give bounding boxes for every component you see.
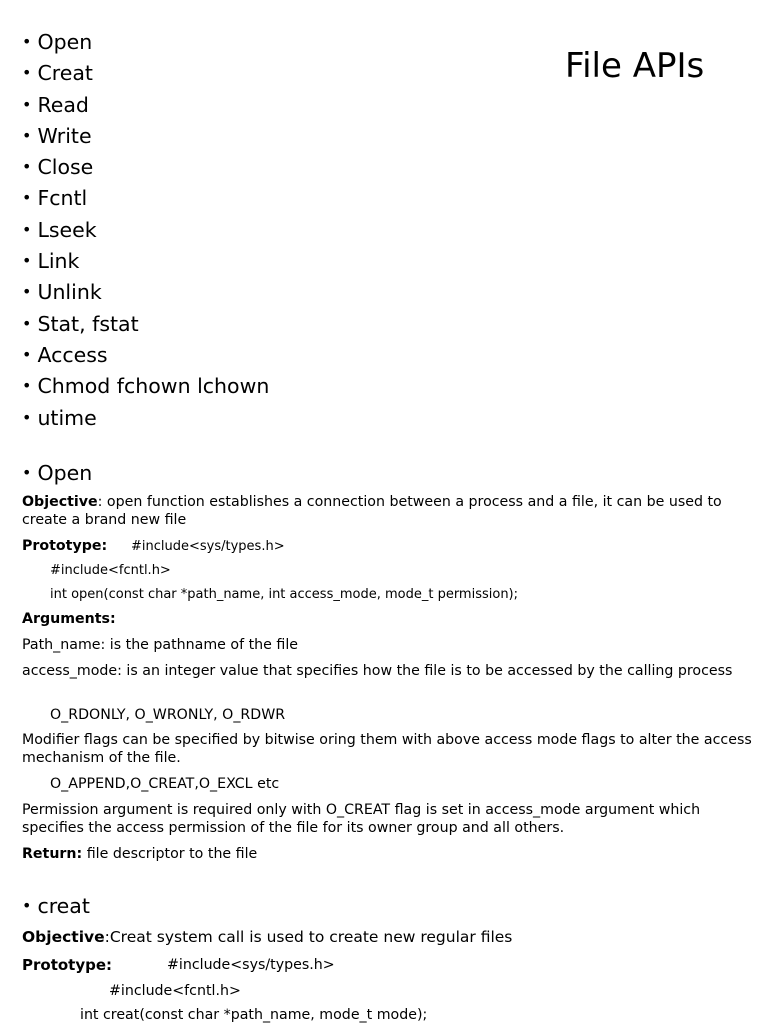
open-heading: • Open <box>22 460 92 486</box>
list-item: • Lseek <box>22 214 269 245</box>
objective-text: :Creat system call is used to create new regular files <box>104 928 513 946</box>
list-item: • utime <box>22 402 269 433</box>
list-item: • Chmod fchown lchown <box>22 370 269 401</box>
creat-include-fcntl: #include<fcntl.h> <box>109 983 241 999</box>
list-item: • Unlink <box>22 276 269 307</box>
objective-label: Objective <box>22 494 98 510</box>
list-item: • Open <box>22 26 269 57</box>
return-text: file descriptor to the file <box>82 846 258 862</box>
open-objective <box>22 493 752 529</box>
creat-heading: • creat <box>22 893 90 919</box>
open-permission-desc: Permission argument is required only with O_CREAT flag is set in access_mode argument which specifies the access permission of the file for its owner group and all others. <box>22 802 701 836</box>
list-item: • Fcntl <box>22 182 269 213</box>
api-list <box>22 26 269 433</box>
list-item: • Read <box>22 89 269 120</box>
open-include-fcntl: #include<fcntl.h> <box>50 563 171 578</box>
creat-prototype-label: Prototype: <box>22 956 113 974</box>
open-access-flags: O_RDONLY, O_WRONLY, O_RDWR <box>50 707 286 723</box>
open-include-types: #include<sys/types.h> <box>131 539 285 554</box>
open-modifier-flags: O_APPEND,O_CREAT,O_EXCL etc <box>50 776 280 792</box>
list-item: • Stat, fstat <box>22 308 269 339</box>
open-access-mode-desc: access_mode: is an integer value that specifies how the file is to be accessed by the calling process <box>22 663 733 679</box>
list-item: • Close <box>22 151 269 182</box>
creat-signature: int creat(const char *path_name, mode_t mode); <box>80 1007 428 1023</box>
creat-include-types: #include<sys/types.h> <box>167 957 335 973</box>
open-path-name-desc: Path_name: is the pathname of the file <box>22 637 299 653</box>
open-modifier-desc: Modifier flags can be specified by bitwise oring them with above access mode flags to alter the access mechanism of the file. <box>22 732 752 766</box>
creat-objective <box>22 928 512 947</box>
objective-text: : open function establishes a connection between a process and a file, it can be used to create a brand new file <box>22 494 722 528</box>
list-item: • Write <box>22 120 269 151</box>
open-signature: int open(const char *path_name, int access_mode, mode_t permission); <box>50 587 519 602</box>
return-label: Return: <box>22 846 83 862</box>
open-prototype-label: Prototype: <box>22 538 108 554</box>
open-return <box>22 845 257 863</box>
list-item: • Link <box>22 245 269 276</box>
objective-label: Objective <box>22 928 105 946</box>
open-arguments-label: Arguments: <box>22 611 116 627</box>
page-title: File APIs <box>565 46 705 86</box>
list-item: • Creat <box>22 57 269 88</box>
list-item: • Access <box>22 339 269 370</box>
